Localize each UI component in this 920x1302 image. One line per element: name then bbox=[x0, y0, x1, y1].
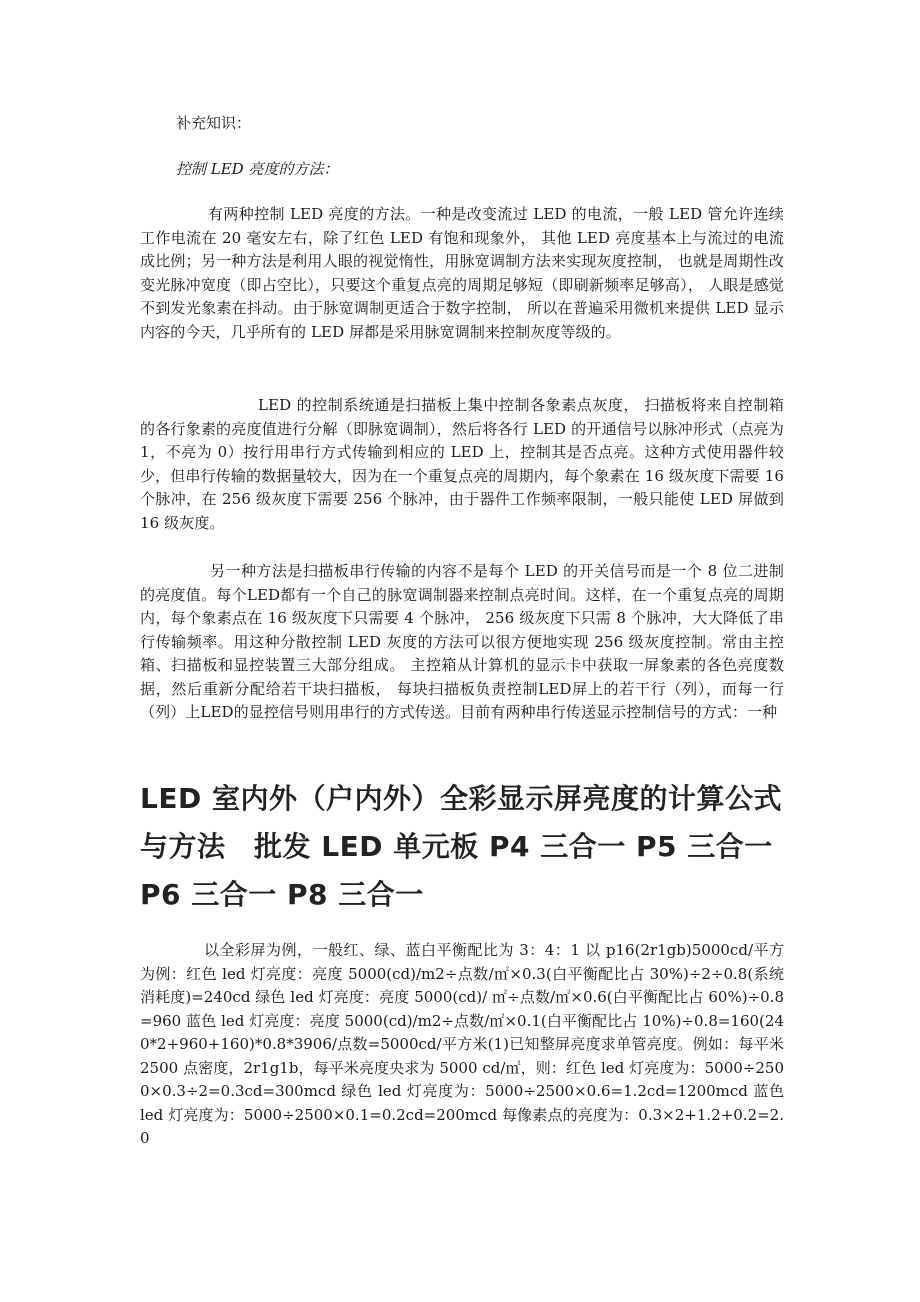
paragraph-brightness-formula: 以全彩屏为例，一般红、绿、蓝白平衡配比为 3：4：1 以 p16(2r1gb)5000cd/平方为例：红色 led 灯亮度：亮度 5000(cd)/m2÷点数/㎡×0.3(白平衡配比占 30%)÷2÷0.8(系统消耗度)=240cd 绿色 led 灯亮度：亮度 5000(cd)/ ㎡÷点数/㎡×0.6(白平衡配比占 60%)÷0.8=960 蓝色 led 灯亮度：亮度 5000(cd)/m2÷点数/㎡×0.1(白平衡配比占 10%)÷0.8=160(240*2+960+160)*0.8*3906/点数=5000cd/平方米(1)已知整屏亮度求单管亮度。例如：每平米 2500 点密度，2r1g1b，每平米亮度央求为 5000 cd/㎡，则：红色 led 灯亮度为：5000÷2500×0.3÷2=0.3cd=300mcd 绿色 led 灯亮度为：5000÷2500×0.6=1.2cd=1200mcd 蓝色 led 灯亮度为：5000÷2500×0.1=0.2cd=200mcd 每像素点的亮度为：0.3×2+1.2+0.2=2.0 bbox=[140, 941, 784, 1147]
section-heading: LED 室内外（户内外）全彩显示屏亮度的计算公式与方法 批发 LED 单元板 P4 三合一 P5 三合一 P6 三合一 P8 三合一 bbox=[140, 782, 782, 911]
supplement-label: 补充知识： bbox=[176, 114, 252, 132]
paragraph-scan-board-control: LED 的控制系统通是扫描板上集中控制各象素点灰度， 扫描板将来自控制箱的各行象素的亮度值进行分解（即脉宽调制），然后将各行 LED 的开通信号以脉冲形式（点亮为 1，不亮为 0）按行用串行方式传输到相应的 LED 上，控制其是否点亮。这种方式使用器件较少，但串行传输的数据量较大，因为在一个重复点亮的周期内，每个象素在 16 级灰度下需要 16 个脉冲，在 256 级灰度下需要 256 个脉冲，由于器件工作频率限制，一般只能使 LED 屏做到 16 级灰度。 bbox=[140, 396, 784, 532]
paragraph-distributed-control: 另一种方法是扫描板串行传输的内容不是每个 LED 的开关信号而是一个 8 位二进制的亮度值。每个LED都有一个自己的脉宽调制器来控制点亮时间。这样，在一个重复点亮的周期内，每个象素点在 16 级灰度下只需要 4 个脉冲， 256 级灰度下只需 8 个脉冲，大大降低了串行传输频率。用这种分散控制 LED 灰度的方法可以很方便地实现 256 级灰度控制。常由主控箱、扫描板和显控装置三大部分组成。 主控箱从计算机的显示卡中获取一屏象素的各色亮度数据，然后重新分配给若干块扫描板， 每块扫描板负责控制LED屏上的若干行（列），而每一行（列）上LED的显控信号则用串行的方式传送。目前有两种串行传送显示控制信号的方式：一种 bbox=[140, 562, 784, 721]
paragraph-current-vs-pwm: 有两种控制 LED 亮度的方法。一种是改变流过 LED 的电流，一般 LED 管允许连续工作电流在 20 毫安左右，除了红色 LED 有饱和现象外， 其他 LED 亮度基本上与流过的电流成比例；另一种方法是利用人眼的视觉惰性，用脉宽调制方法来实现灰度控制， 也就是周期性改变光脉冲宽度（即占空比），只要这个重复点亮的周期足够短（即刷新频率足够高）， 人眼是感觉不到发光象素在抖动。由于脉宽调制更适合于数字控制， 所以在普遍采用微机来提供 LED 显示内容的今天，几乎所有的 LED 屏都是采用脉宽调制来控制灰度等级的。 bbox=[140, 205, 784, 341]
method-label: 控制 LED 亮度的方法： bbox=[176, 160, 339, 178]
